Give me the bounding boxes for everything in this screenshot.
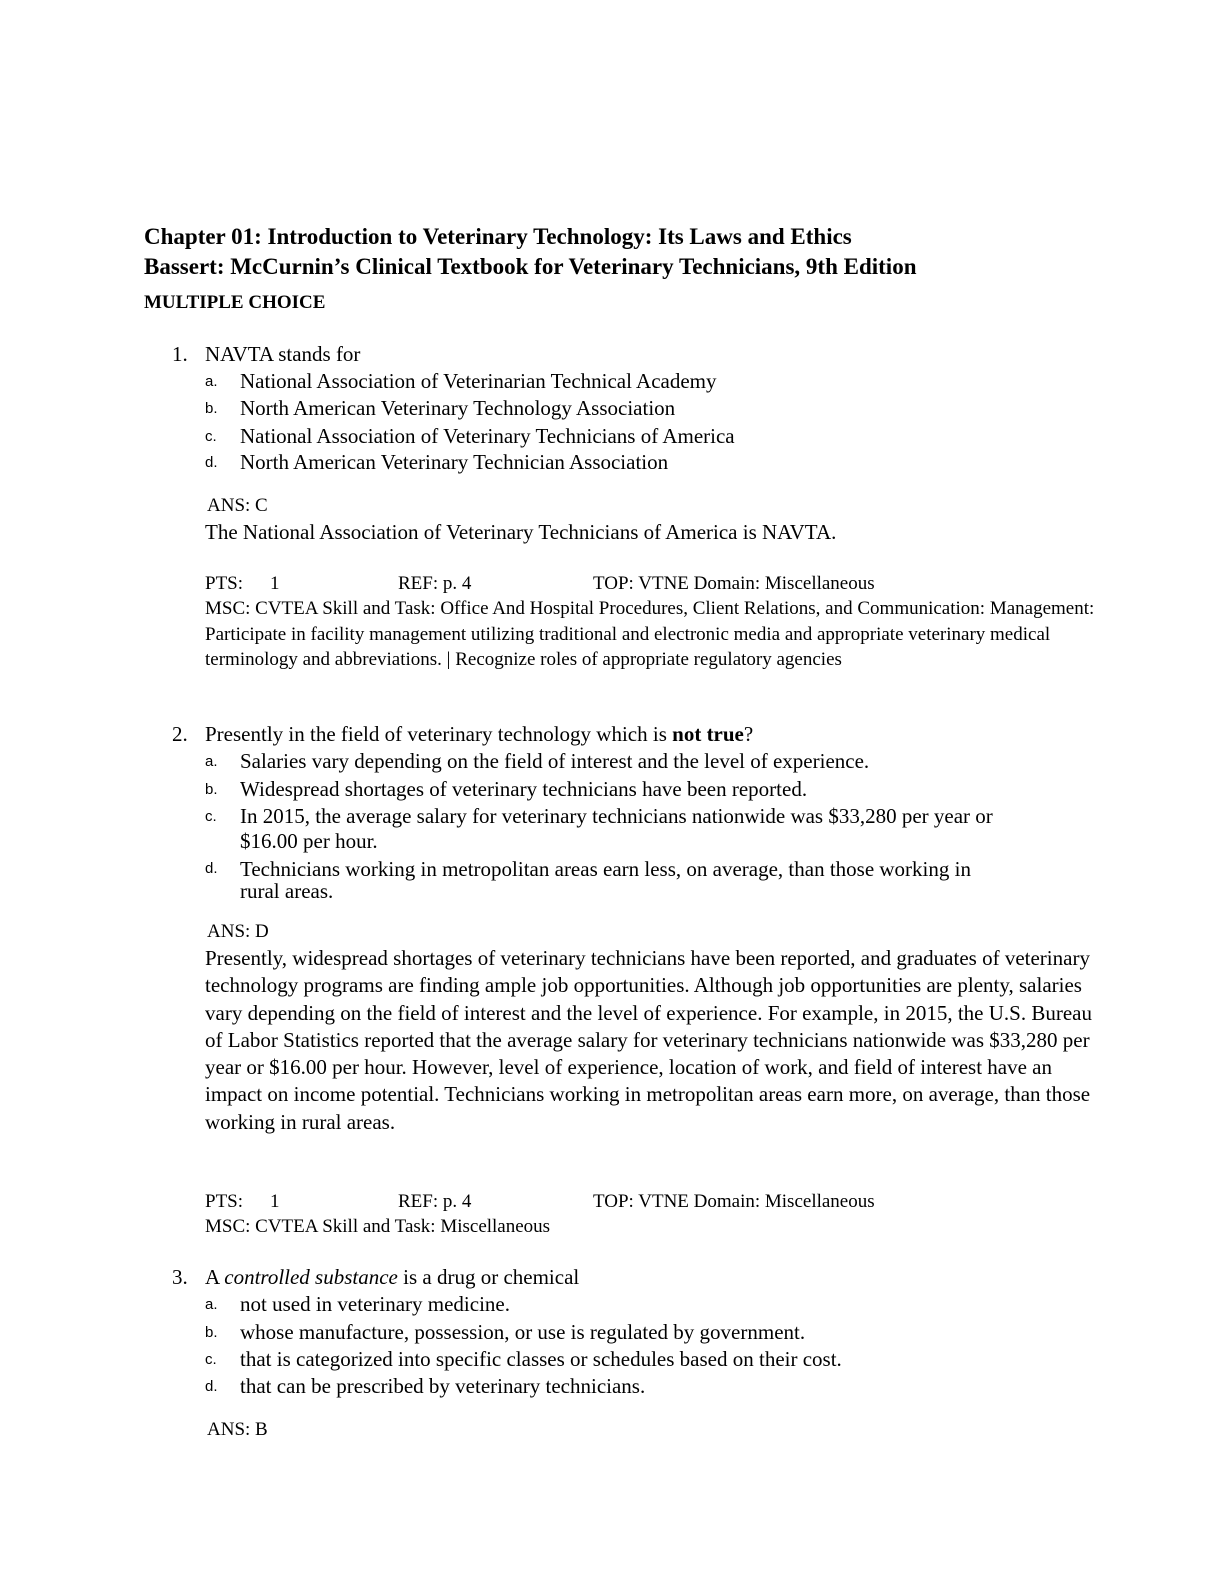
topic: TOP: VTNE Domain: Miscellaneous	[593, 573, 875, 594]
option-letter: b.	[205, 1324, 218, 1341]
question-text: NAVTA stands for	[205, 342, 361, 366]
option-text: National Association of Veterinary Technicians of America	[240, 424, 735, 448]
option-letter: b.	[205, 781, 218, 798]
chapter-title: Chapter 01: Introduction to Veterinary Technology: Its Laws and Ethics	[144, 224, 852, 249]
msc: MSC: CVTEA Skill and Task: Miscellaneous	[205, 1216, 551, 1237]
question-text-end: is a drug or chemical	[397, 1265, 580, 1289]
option-text: not used in veterinary medicine.	[240, 1292, 510, 1316]
answer: ANS: C	[207, 495, 268, 516]
msc: MSC: CVTEA Skill and Task: Office And Hospital Procedures, Client Relations, and Communication: Management: Participate in facility management utilizing traditional and electronic media and appropriate veterinary medical terminology and abbreviations. | Recognize roles of appropriate regulatory agencies	[205, 598, 1095, 670]
option-letter: b.	[205, 400, 218, 417]
option-letter: a.	[205, 753, 218, 770]
question-stem	[172, 341, 360, 367]
option-text: North American Veterinary Technician Association	[240, 450, 669, 474]
option-letter: c.	[205, 808, 217, 825]
question-emphasis: controlled substance	[224, 1265, 398, 1289]
topic: TOP: VTNE Domain: Miscellaneous	[593, 1191, 875, 1212]
option-text: North American Veterinary Technology Association	[240, 396, 676, 420]
option-text: Technicians working in metropolitan areas earn less, on average, than those working in rural areas.	[240, 857, 971, 903]
option-text: Widespread shortages of veterinary technicians have been reported.	[240, 777, 808, 801]
option-text: In 2015, the average salary for veterinary technicians nationwide was $33,280 per year or $16.00 per hour.	[240, 804, 993, 853]
option-letter: a.	[205, 1296, 218, 1313]
option-letter: d.	[205, 860, 218, 877]
question-meta	[205, 1189, 875, 1214]
answer: ANS: D	[207, 921, 269, 942]
option-letter: a.	[205, 373, 218, 390]
pts-label: PTS:	[205, 573, 244, 594]
question-text: A	[205, 1265, 225, 1289]
option-text: Salaries vary depending on the field of interest and the level of experience.	[240, 749, 870, 773]
option-letter: d.	[205, 454, 218, 471]
option-text: whose manufacture, possession, or use is regulated by government.	[240, 1320, 806, 1344]
answer: ANS: B	[207, 1419, 268, 1440]
option-text: that can be prescribed by veterinary technicians.	[240, 1374, 646, 1398]
option-letter: c.	[205, 428, 217, 445]
option-letter: d.	[205, 1378, 218, 1395]
option-text: that is categorized into specific classes or schedules based on their cost.	[240, 1347, 842, 1371]
question-text: Presently in the field of veterinary technology which is	[205, 722, 673, 746]
question-stem	[172, 1264, 579, 1290]
pts-label: PTS:	[205, 1191, 244, 1212]
reference: REF: p. 4	[398, 573, 472, 594]
question-stem	[172, 721, 753, 747]
question-emphasis: not true	[672, 722, 744, 746]
question-number: 3.	[172, 1265, 188, 1289]
rationale: The National Association of Veterinary Technicians of America is NAVTA.	[205, 520, 837, 544]
option-text: National Association of Veterinarian Technical Academy	[240, 369, 717, 393]
question-number: 2.	[172, 722, 188, 746]
option-letter: c.	[205, 1351, 217, 1368]
reference: REF: p. 4	[398, 1191, 472, 1212]
book-title: Bassert: McCurnin’s Clinical Textbook for Veterinary Technicians, 9th Edition	[144, 254, 917, 279]
pts-value: 1	[270, 573, 280, 594]
question-meta	[205, 571, 875, 596]
rationale: Presently, widespread shortages of veterinary technicians have been reported, and graduates of veterinary technology programs are finding ample job opportunities. Although job opportunities are plenty, salaries vary depending on the field of interest and the level of experience. For example, in 2015, the U.S. Bureau of Labor Statistics reported that the average salary for veterinary technicians nationwide was $33,280 per year or $16.00 per hour. However, level of experience, location of work, and field of interest have an impact on income potential. Technicians working in metropolitan areas earn more, on average, than those working in rural areas.	[205, 946, 1092, 1134]
pts-value: 1	[270, 1191, 280, 1212]
section-heading: MULTIPLE CHOICE	[144, 292, 326, 313]
question-number: 1.	[172, 342, 188, 366]
question-text-end: ?	[743, 722, 754, 746]
